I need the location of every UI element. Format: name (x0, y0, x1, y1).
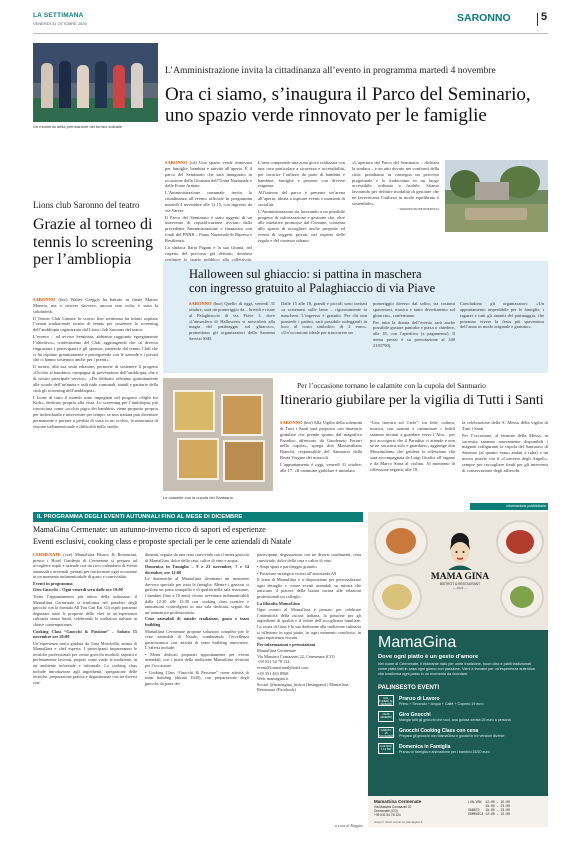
ad-c3-p2: Il team di MamaGina è a disposizione per personalizzare ogni dettaglio e creare eventi aziendali su misura che uniscano il piacere della buona cucina alle relazioni professionali tra colleghi. (257, 577, 361, 600)
halloween-lead: SARONNO (189, 301, 212, 306)
ad-lead: CERMENATE (33, 552, 61, 557)
seminario-kicker: L’Amministrazione invita la cittadinanza all’evento in programma martedì 4 novembre (165, 66, 496, 76)
halloween-col3 (373, 301, 455, 369)
ad-headline2: Eventi esclusivi, cooking class e proposte speciali per le cene aziendali di Natale (33, 537, 292, 546)
halloween-col2 (281, 301, 367, 369)
tennis-p3: L’evento – ad avviso Seminara, abbiamo raggiunto egregiamente l’obiettivo», conferimento del Club, aggiungendo che «il diverso ringraziare i partecipanti e gli sponsor, partendo dal tennis Club che ci ha ospitato gratuitamente e proseguendo con le aziende e i privati che ci hanno sostenuto anche per i premi». (33, 334, 158, 363)
masthead-date: VENERDÌ 31 OTTOBRE 2025 (33, 21, 87, 26)
seminario-p2: L’Amministrazione comunale invita la cittadinanza all’evento ufficiale in programma martedì 4 novembre alle 11.15, con ingresso da via Varese. (165, 190, 252, 213)
event-desc: Mangia tutti gli gnocchi che vuoi, una golosa serata 25 euro a persona (399, 717, 511, 722)
ad-left (33, 512, 363, 827)
page-number: 5 (541, 11, 548, 23)
tennis-kicker: Lions club Saronno del teatro (33, 200, 140, 210)
ad-c2-b1: • Menu dedicati preparati appositamente per eventi aziendali, con i piatti della tradizione MamaGina rivisitati per l’occasione (145, 651, 249, 668)
ad-footer: a cura di Ruggito (334, 823, 363, 828)
seminario-title-line2: uno spazio verde rinnovato per le famiglie (165, 105, 487, 127)
ad-c2-p3: MamaGina Cermenate propone soluzioni complete per le cene aziendali di Natale, combinando l’eccellenza gastronomica con attività di team building innovative. L’offerta include: (145, 628, 249, 651)
event-desc: Pranzo in famiglia e animazione per i bambini 15/20 euro (399, 749, 490, 754)
ad-col2 (145, 552, 249, 822)
tennis-photo (33, 43, 158, 122)
ad-c2-b2: • Cooking Class “Gnocchi & Passione” come attività di team building (durata 1h30), con preparazione degli gnocchi da parte dei (145, 669, 249, 686)
ad-c1-h2: Cooking Class “Gnocchi & Passione” – Sabato 15 novembre ore 20:00 (33, 628, 137, 640)
logo-name: MAMA GINA (430, 572, 490, 582)
halloween-title-line1: Halloween sul ghiaccio: si pattina in maschera (189, 267, 422, 281)
seminario-p7: L’Amministrazione sta lavorando a un possibile progetto di valorizzazione e gestione che, oltre alle iniziative promosse dal Comune, consenta allo spazio di accogliere anche proposte ed eventi di soggetti privati, nel rispetto delle regole e del contesto urbano. (258, 208, 345, 243)
ad-col1 (33, 552, 137, 822)
masthead (33, 10, 548, 34)
seminario-p3: Il Parco del Seminario è stato oggetto di un intervento di riqualificazione avviato dalla precedente Amministrazione e finanziato con fondi del PNRR – Piano Nazionale di Ripresa e Resilienza. (165, 214, 252, 243)
event-title: Giro Gnocchi (399, 711, 431, 718)
tennis-lead: SARONNO (33, 297, 56, 302)
masthead-town: SARONNO (457, 12, 511, 24)
tennis-p1: (bur) Walter Greggis ha battuto in finale Matteo Moneta, ma a vincere davvero, ancora una volta, è stata la solidarietà. (33, 297, 158, 314)
santuario-photo-caption: Le calamite con la cupola del Santuario (163, 495, 233, 500)
santuario-kicker: Per l’occasione tornano le calamite con la cupola del Santuario (297, 381, 486, 390)
santuario-p2: “Una finestra sul Cielo”: tra fede, cultura, musica, con uomini e camminare i fedeli saranno invitati a guardare verso l’Alto... per poi accorgersi che il Paradiso ci attende e non se ne sta mica solo e guardare», aggiunge don Massimiliano che guiderà la riflessione che sarà accompagnata da Luigi Giudici all’organo e da Marco Sirna al violino. Al momento di riflessione seguirà, alle 18, (370, 420, 455, 472)
ad-c3-p3: Ogni evento al MamaGina è pensato per celebrare l’autenticità della cucina italiana, la passione per gli ingredienti di qualità e il valore dell’accoglienza familiare. La storia di Gina è la sua dedizione alla tradizione culinaria si riflettono in ogni piatto, in ogni momento condiviso, in ogni esperienza vissuta. (257, 607, 361, 641)
event-item (378, 711, 543, 722)
ad-c2-h1: Domenica in Famiglia – 9 e 23 novembre, 7 e 14 dicembre, ore 12:00 (145, 564, 249, 575)
masthead-divider (537, 13, 538, 26)
event-date: OGNI VENERDÌ (378, 711, 394, 722)
ad-c3-h1: La filosofia MamaGina (257, 600, 300, 606)
program-title: PALINSESTO EVENTI (378, 685, 440, 691)
seminario-credit: © RIPRODUZIONE RISERVATA (397, 206, 439, 211)
ad-footer-strip (368, 796, 548, 827)
santuario-p1b: L’appuntamento è oggi, venerdì 31 ottobre, alle 17. «Il cammino giubilare è intitolato (280, 461, 362, 473)
halloween-col1 (189, 301, 275, 369)
ad-c3-b2: • Posizione strategica vicino all’autostrada A9 (257, 570, 337, 576)
event-date: 9-23 NOV 7-14 DIC (378, 743, 394, 754)
santuario-p3b: Per l’occasione, al termine della Messa, in sacrestia saranno nuovamente disponibili i magneti raffiguranti la cupola del Santuario di Saronno (al quanto erano andati a ruba) e un nuovo puzzle con il «Concerto degli Angeli», sempre per raccogliere fondi per gli interventi di conservazione degli affreschi. (462, 432, 548, 473)
footer-name: MamaGina Cermenate (374, 799, 422, 804)
masthead-logo: LA SETTIMANA (33, 12, 84, 19)
brand-name: MamaGina (378, 634, 457, 651)
ad-c3-p1: partecipanti, degustazione con tre diversi condimenti, cena conviviale, dolce della casa e calice di vino (257, 552, 361, 563)
tennis-p5: I Lions di tutto il mondo sono impegnati nel progetto «Sight for Kids», dedicato proprio alla vista. Lo screening per l’ambliopia, più conosciuta come «occhio pigro dei bambini» viene proposto proprio per individuarla e intervenire per tempo: se non trattata può diventare permanente e portare a perdita di vista in un occhio, la mancanza di visione tridimensionale e difficoltà nello studio. (33, 394, 158, 429)
ad-col3 (257, 552, 361, 822)
seminario-title (165, 84, 535, 127)
seminario-title-line1: Ora ci siamo, s’inaugura il Parco del Seminario, (165, 84, 531, 105)
santuario-photo (163, 378, 273, 491)
mamagina-face-icon (442, 530, 478, 570)
halloween-title-line2: con ingresso gratuito al Palaghiaccio di via Piave (189, 281, 436, 296)
santuario-title (280, 393, 550, 409)
ad-intro: Nel cuore di Cermenate, il ristorante nato per unire tradizione, buon cibo e piatti tradizionali come piatti fatti in casa ogni giorno con passione. Vieni a trovarci per un’esperienza autentica che trasforma ogni pasto in un momento da ricordare. (378, 662, 535, 676)
ad-c1-h1b: Giro Gnocchi – Ogni venerdì sera dalle ore 19:00 (33, 587, 123, 593)
tennis-p4: Il torneo, alla sua sesta edizione, permette di sostenere il progetto «Occhio ai bambini» campagna di prevenzione dell’ambliopia, che è di nostro principale service». «Da febbraio offriamo gratuitamente alle scuole dell’infanzia e asili nido comunali, statali e paritarie della città gli screening dell’ambliopia». (33, 364, 158, 393)
tennis-p2: Il Tennis Club Lainate lo scorso fine settimana ha infatti ospitato l’ormai tradizionale torneo di tennis per sostenere lo screening dell’ambliopia organizzato dal Lions club Saronno del teatro. (33, 315, 158, 333)
santuario-title-line2: di Tutti i Santi (463, 393, 544, 408)
ad-c2-p1: dimenti, seguita da una cena conviviale con il menu gnocchi di MamaGina, dolce della casa, calice di vino e acqua. (145, 552, 249, 563)
seminario-lead: SARONNO (165, 160, 188, 165)
event-item (378, 743, 543, 754)
ad-c3-contact: MamaGina Cermenate Via Massimi Comazzini 22, Cermenate (CO) +39 031 54 78 124 event@lomerfamilyhotel.com +39 351 463 8968 Web: mamagina.it Social: @mamagina_bistrot (Instagram) | MamaGina Restaurant (Facebook) (257, 648, 349, 693)
event-title: Domenica in Famiglia (399, 743, 451, 750)
ad-c1-p3: Un’esperienza unica guidata da Gina Moschella, anima di MamaGina e chef esperta. I partecipanti impareranno le tecniche professionali per creare gnocchi morbidi, saporiti e perfettamente lavorati, proprio come vuole la tradizione, in un ambiente informale e informale. La cooking class include introduzione agli ingredienti, spiegazione delle tecniche, preparazione pratica e degustazione con tre diversi con- (33, 640, 137, 685)
logo-year: — 2023 — (452, 586, 468, 590)
seminario-p4: La sindaca Ilaria Pagani e la sua Giunta, nel rispetto del percorso già definito, desidera restituire lo spazio pubblico alla collettività, (165, 244, 252, 262)
event-desc: Primo + Secondo + Acqua + Caffè + Coperto 19 euro (399, 701, 484, 706)
ad-banner: IL PROGRAMMA DEGLI EVENTI AUTUNNALI FINO AL MESE DI DICEMBRE (33, 512, 363, 522)
halloween-p3b: Per tutta la durata dell’evento sarà anche possibile gustare pancake e pizza o chiedere, alle 18, con l’aperitivo (a pagamento). Il menu prezzi è su prenotazione al 340 2183790). (373, 319, 455, 348)
ad-c3-h2: Per informazioni e prenotazioni (257, 641, 316, 647)
footer-hours: LUN–VEN 12:00 – 15:00 19:00 – 23:00 SABATO 19:00 – 23:00 DOMENICA 12:00 – 15:00 (468, 800, 511, 817)
halloween-p2: Dalle 15 alle 18, grandi e piccoli sono invitati «a scatenarsi sulle lame – rigorosamente in maschera. L’ingresso è gratuito. Per chi non possiede i pattini, sarà possibile noleggiarli in loco al costo simbolico di 2 euro». «Un’occasione ideale per trascorrere un (281, 301, 367, 336)
seminario-p1: (cd) Uno spazio verde rinnovato per famiglie, bambini e attività all’aperto. È il parco del Seminario che sarà inaugurato in occasione della Giornata dell’Unità Nazionale e delle Forze Armate. (165, 160, 252, 189)
event-desc: Prepara gli gnocchi con MamaGina e gustali in tre versioni diverse (399, 733, 505, 738)
tennis-title: Grazie al torneo di tennis lo screening per l’ambliopia (33, 216, 153, 269)
ad-headline1: MamaGina Cermenate: un autunno-inverno ricco di sapori ed esperienze (33, 525, 266, 534)
santuario-title-line1: Itinerario giubilare per la vigilia (280, 393, 460, 408)
footer-social: Scopri i nostri eventi su mamagina.it (374, 820, 423, 824)
event-date: SABATO 15 NOVEMBRE (379, 729, 395, 739)
mamagina-logo (430, 530, 490, 606)
halloween-p3: pomeriggio diverso dal solito, tra costumi spaventosi, musica e tanto divertimento sul ghiaccio», confermano. (373, 301, 455, 318)
ad-c2-h2: Cene aziendali di natale: tradizione, gusto e team building (145, 616, 249, 627)
ad-c1-h1: Eventi in programma (33, 580, 73, 586)
tagline: Dove ogni piatto è un gesto d’amore (378, 654, 479, 660)
ad-c1-p1: (coe) MamaGina Bistrot & Restaurant, presso i Hotel Gardenia di Cermenate si prepara ad accogliere ospiti e aziende con un ricco calendario di eventi autunnali e invernali, pensati per trasformare ogni occasione in un momento indimenticabile di gusto e convivialità. (33, 552, 137, 580)
event-date: DAL LUNEDÌ AL VENERDÌ (379, 697, 393, 707)
halloween-p4: Concludono gli organizzatori: «Un appuntamento imperdibile per le famiglie, i ragazzi e tutti gli amanti del pattinaggio, che potranno vivere la festa più spaventosa dell’anno in modo originale e gratuito». (460, 301, 544, 330)
santuario-col3 (462, 420, 548, 498)
santuario-col1 (280, 420, 362, 498)
ad-c1-p2: Torna l’appuntamento più atteso della settimana: il MamaGina Cermenate si trasforma nel paradiso degli gnocchi con la formula All You Can Eat. Gli ospiti potranno degustare tutte le proposte dello chef in un’esperienza culinaria senza limiti, celebrando le tradizioni italiane in chiave contemporanea. (33, 594, 137, 627)
ad-tag: informazione pubblicitaria (470, 503, 548, 510)
halloween-title (189, 267, 539, 295)
footer-address: Via Massimi Comazzini 22 Cermenate (CO) +39 031 54 78 124 (374, 805, 412, 817)
santuario-col2 (370, 420, 455, 498)
tennis-photo-caption: Un momento della premiazione del torneo solidale (33, 124, 122, 129)
event-title: Pranzo di Lavoro (399, 695, 440, 702)
mamagina-ad (368, 512, 548, 827)
ad-c2-p2: Le domeniche al MamaGina diventano un momento davvero speciale per tutta la famiglia. Mentre i genitori si godono un pasto tranquillo e di qualità nella sala ristorante, i bambini (fino a 10 anni) vivono avventure indimenticabili dalle 12:30 alle 15:30 con cooking class creative e animazioni coinvolgenti in una sala dedicata, seguiti da un’animatrice professionista. (145, 576, 249, 615)
santuario-lead: SARONNO (280, 420, 303, 425)
event-title: Gnocchi Cooking Class con cena (399, 727, 479, 734)
halloween-box (163, 261, 548, 373)
halloween-col4 (460, 301, 544, 369)
santuario-p1: (bur) Alla Vigilia della solennità di Tutti i Santi sarà proposto «un itinerario giubilare che prende spunto dal magnifico Paradiso affrescato da Gaudenzio Ferrari nella cupola», spiega don Massimiliano Bianchi, responsabile del Santuario della Beata Vergine dei miracoli. (280, 420, 362, 461)
seminario-p5: L’area comprende una zona gioco realizzata con una cura particolare a sicurezza e accessibilità, per favorire l’utilizzo da parte di bambini e bambine, famiglie e persone con diverse esigenze. (258, 160, 345, 189)
tennis-body (33, 297, 158, 493)
events-list (378, 695, 543, 759)
event-item (378, 727, 543, 738)
seminario-p8: «L’apertura del Parco del Seminario – dichiara la sindaca – è un atto dovuto nei confronti della città: prendiamo in consegna un percorso progettuale e lo traduciamo in un luogo accessibile, ordinato e fruibile. Stiamo lavorando per definire modalità di gestione che ne favoriscano l’utilizzo in modo equilibrato e sostenibile». (352, 160, 439, 206)
halloween-p1: (bur) Quello di oggi, venerdì 31 ottobre, sarà un pomeriggio da... brividi e risate al Palaghiaccio di via Piave 1, dove «l’atmosfera di Halloween si mescolerà alla magia del pattinaggio sul ghiaccio», promettono gli organizzatori della Saronno Servizi SSD. (189, 301, 275, 342)
santuario-p3: la celebrazione della S. Messa della vigilia di Tutti i Santi. (462, 420, 548, 431)
event-item (378, 695, 543, 706)
park-photo (445, 160, 548, 232)
logo-sub: BISTROT & RESTAURANT (439, 582, 481, 586)
seminario-p6: All’interno del parco è presente un’arena all’aperto, ideata a ospitare eventi e momenti di socialità. (258, 190, 345, 207)
ad-c3-b1: • Ampi spazi e parcheggio gratuito (257, 564, 317, 570)
